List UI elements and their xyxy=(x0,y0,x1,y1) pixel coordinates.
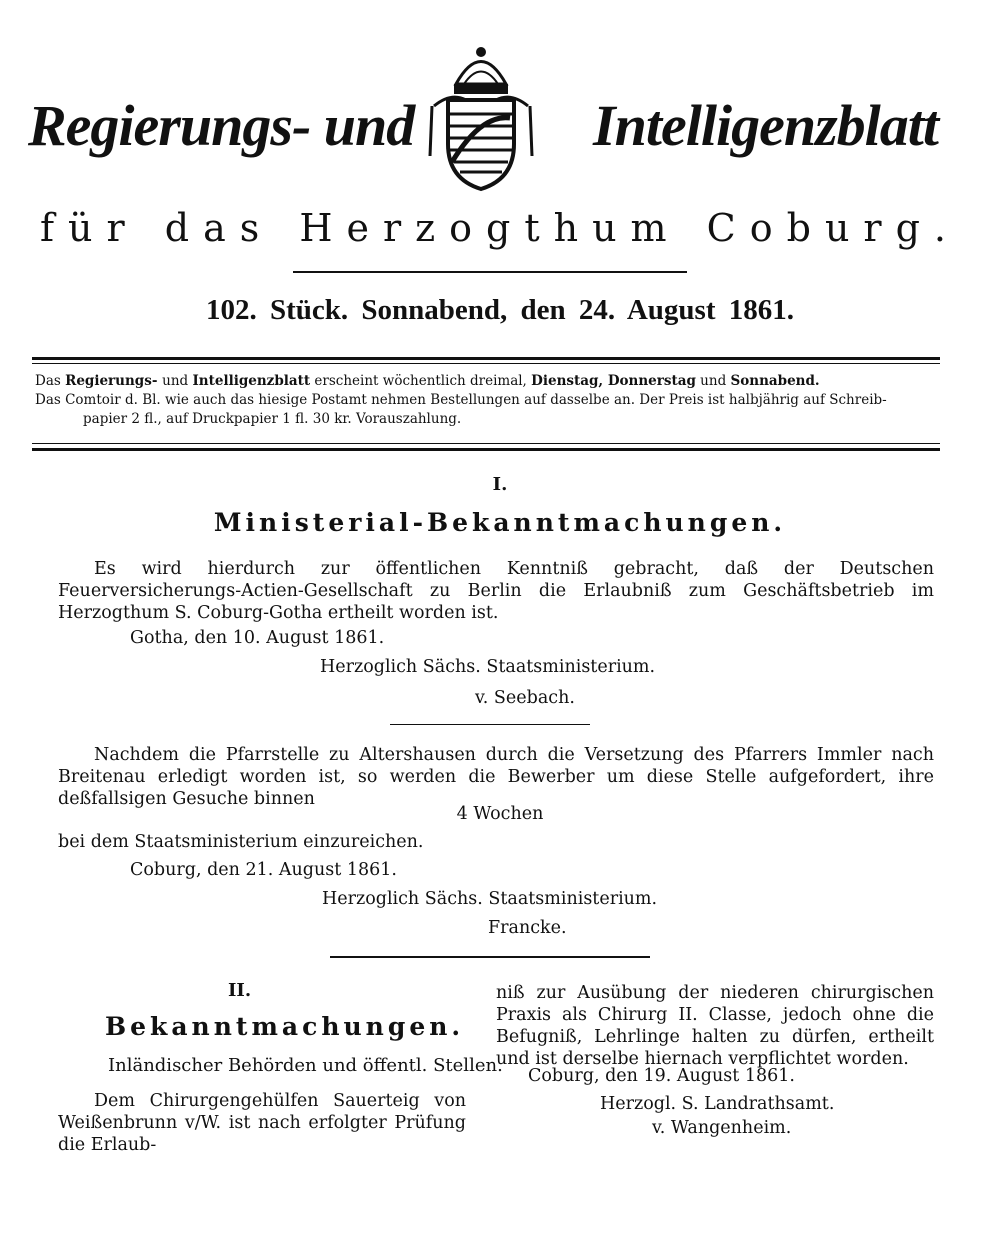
section-1-title: Ministerial-Bekanntmachungen. xyxy=(213,508,787,537)
section-divider xyxy=(330,956,650,958)
section-2-number: II. xyxy=(228,980,252,1001)
section-2-signature: v. Wangenheim. xyxy=(652,1118,792,1138)
notice-text: und xyxy=(162,373,193,389)
section-1-item-2-period: 4 Wochen xyxy=(456,804,544,824)
ducal-crest-icon xyxy=(426,44,536,194)
notice-text: erscheint wöchentlich dreimal, xyxy=(310,373,532,389)
section-2-place-date: Coburg, den 19. August 1861. xyxy=(528,1066,795,1086)
notice-text: Das xyxy=(35,373,66,389)
notice-line-2: Das Comtoir d. Bl. wie auch das hiesige Postamt nehmen Bestellungen auf dasselbe an. Der Preis ist halbjährig auf Schreib- xyxy=(35,392,887,408)
masthead xyxy=(28,88,938,188)
section-1-item-2-authority: Herzoglich Sächs. Staatsministerium. xyxy=(322,889,658,909)
publication-notice xyxy=(35,372,937,429)
section-1-item-1-text: Es wird hierdurch zur öffentlichen Kenntniß gebracht, daß der Deutschen Feuerversicherungs-Actien-Gesellschaft zu Berlin die Erlaubniß zum Geschäftsbetrieb im Herzogthum S. Coburg-Gotha ertheilt worden ist. xyxy=(58,559,934,623)
section-1-item-1-authority: Herzoglich Sächs. Staatsministerium. xyxy=(320,657,656,677)
header-rule-bottom xyxy=(32,443,940,444)
header-rule-top xyxy=(32,357,940,360)
section-1-item-2-place-date: Coburg, den 21. August 1861. xyxy=(130,860,397,880)
notice-bold: Sonnabend. xyxy=(730,373,820,389)
section-1-item-2-text: Nachdem die Pfarrstelle zu Altershausen durch die Versetzung des Pfarrers Immler nach Breitenau erledigt worden ist, so werden die Bewerber um diese Stelle aufgefordert, ihre deßfallsigen Gesuche binnen xyxy=(58,745,934,809)
section-2-authority: Herzogl. S. Landrathsamt. xyxy=(600,1094,835,1114)
notice-bold: Regierungs- xyxy=(65,373,163,389)
section-1-number: I. xyxy=(492,474,508,495)
section-2-left-text: Dem Chirurgengehülfen Sauerteig von Weißenbrunn v/W. ist nach erfolgter Prüfung die Erlaub- xyxy=(58,1091,466,1155)
header-rule-bottom-thick xyxy=(32,448,940,451)
section-2-subtitle: Inländischer Behörden und öffentl. Stellen. xyxy=(108,1055,503,1076)
subtitle-divider xyxy=(293,271,687,273)
section-1-item-2-tail: bei dem Staatsministerium einzureichen. xyxy=(58,832,424,852)
notice-line-3: papier 2 fl., auf Druckpapier 1 fl. 30 kr. Vorauszahlung. xyxy=(83,411,462,427)
issue-line: 102. Stück. Sonnabend, den 24. August 1861. xyxy=(206,294,794,326)
notice-text: und xyxy=(695,373,731,389)
header-rule-top-thin xyxy=(32,363,940,364)
masthead-title-right: Intelligenzblatt xyxy=(593,93,938,158)
section-1-item-1-signature: v. Seebach. xyxy=(475,688,575,708)
section-1-item-1-place-date: Gotha, den 10. August 1861. xyxy=(130,628,385,648)
section-1-item-2-signature: Francke. xyxy=(488,918,567,938)
item-divider xyxy=(390,724,590,725)
masthead-subtitle: für das Herzogthum Coburg. xyxy=(39,206,960,250)
section-2-right-text: niß zur Ausübung der niederen chirurgischen Praxis als Chirurg II. Classe, jedoch ohne die Befugniß, Lehrlinge halten zu dürfen, ertheilt und ist derselbe hiernach verpflichtet worden. xyxy=(496,983,934,1069)
masthead-title-left: Regierungs- und xyxy=(28,93,415,158)
notice-bold: Intelligenzblatt xyxy=(192,373,311,389)
notice-line-1 xyxy=(35,372,937,391)
notice-bold: Dienstag, Donnerstag xyxy=(531,373,696,389)
section-2-title: Bekanntmachungen. xyxy=(105,1012,465,1041)
